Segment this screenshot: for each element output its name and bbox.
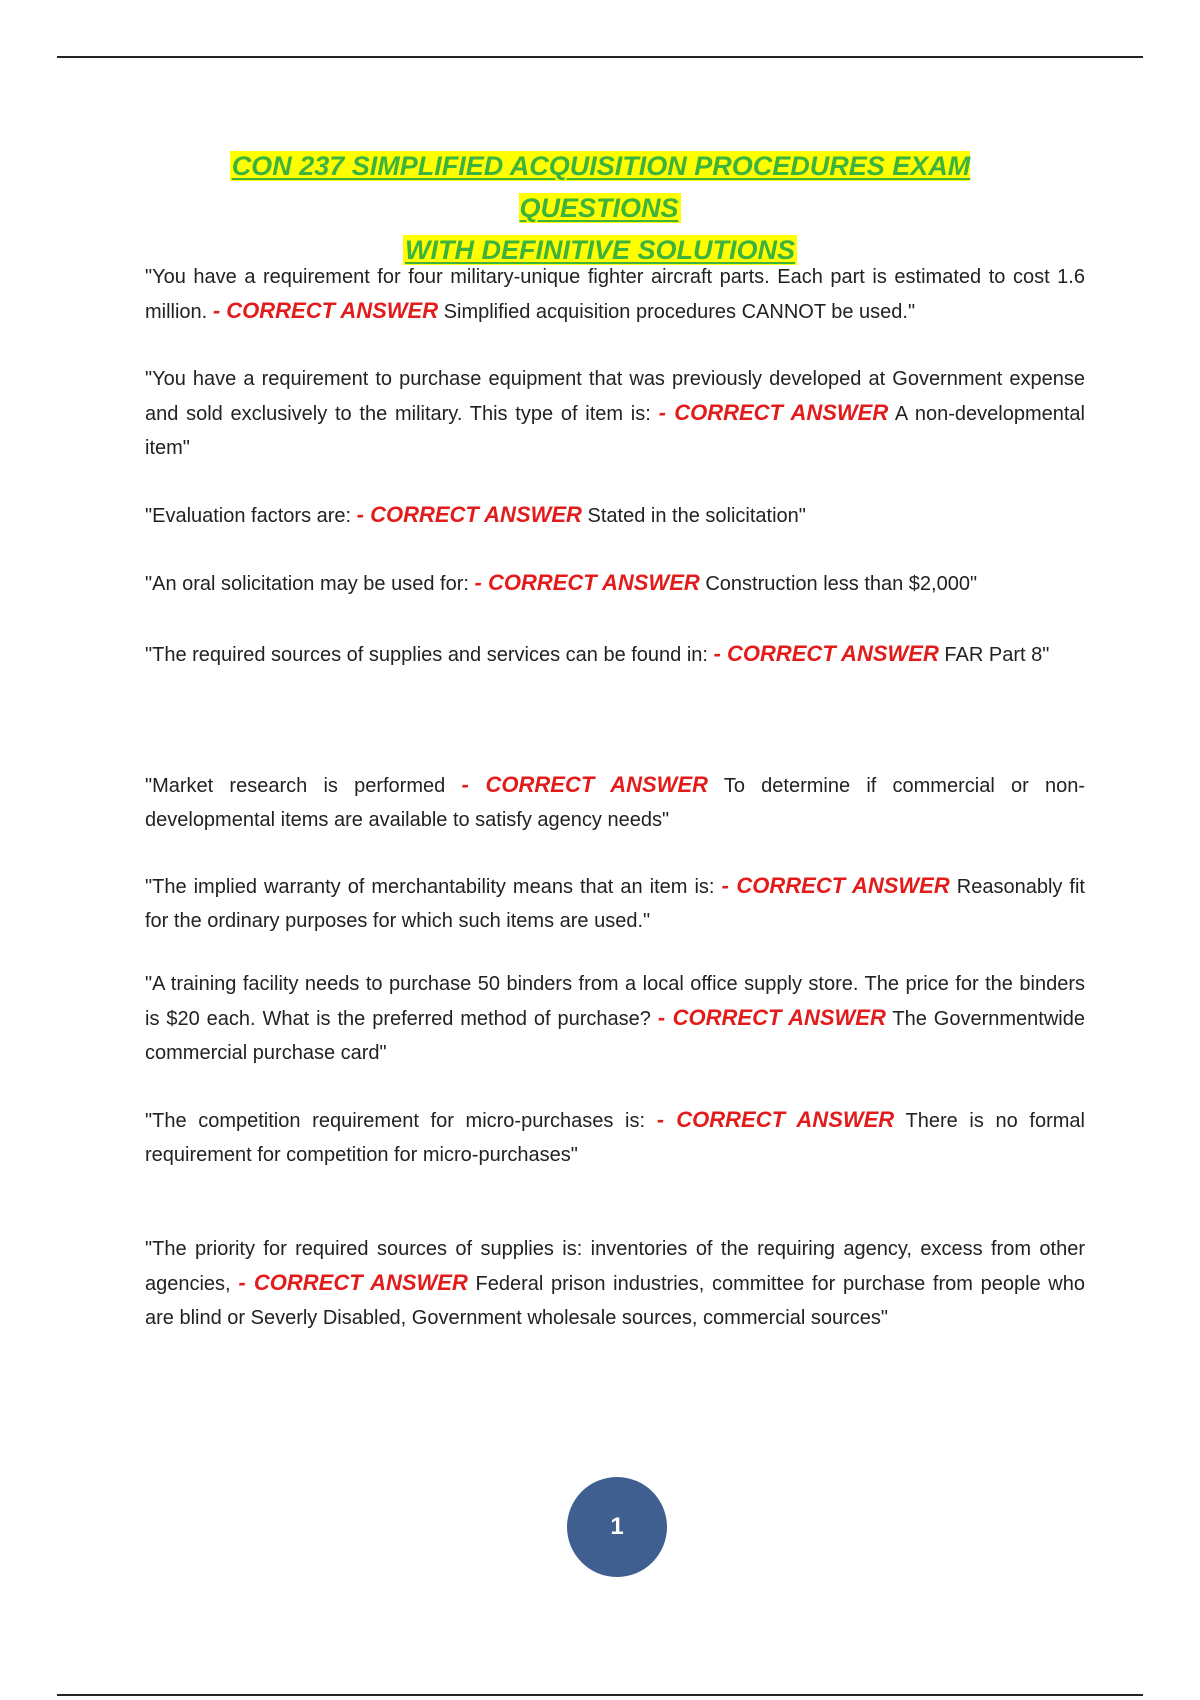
title-line-2: WITH DEFINITIVE SOLUTIONS xyxy=(405,235,795,265)
qa-item-10 xyxy=(145,1232,1085,1335)
page-number: 1 xyxy=(610,1513,624,1540)
answer-text: Simplified acquisition procedures CANNOT be used." xyxy=(443,301,916,323)
correct-answer-label: - CORRECT ANSWER xyxy=(721,873,950,898)
answer-text: FAR Part 8" xyxy=(944,644,1050,666)
bottom-divider xyxy=(57,1694,1143,1696)
question-text: "The priority for required sources of supplies is: inventories of the requiring agency, excess from other agencies, xyxy=(145,1238,1085,1295)
answer-text: Federal prison industries, committee for purchase from people who are blind or Severly Disabled, Government wholesale sources, commercial sources" xyxy=(145,1273,1085,1329)
answer-text: There is no formal requirement for competition for micro-purchases" xyxy=(145,1110,1086,1166)
qa-item-4 xyxy=(145,566,1085,601)
answer-text: Stated in the solicitation" xyxy=(587,505,806,527)
correct-answer-label: - CORRECT ANSWER xyxy=(658,400,889,425)
question-text: "You have a requirement to purchase equipment that was previously developed at Government expense and sold exclusively to the military. This type of item is: xyxy=(145,368,1085,425)
question-text: "The required sources of supplies and services can be found in: xyxy=(145,644,708,666)
answer-text: To determine if commercial or non-developmental items are available to satisfy agency needs" xyxy=(145,775,1085,831)
correct-answer-label: - CORRECT ANSWER xyxy=(474,570,700,595)
qa-item-5 xyxy=(145,637,1085,672)
qa-item-1 xyxy=(145,260,1085,329)
answer-text: A non-developmental item" xyxy=(145,403,1085,459)
qa-item-6 xyxy=(145,768,1085,837)
question-text: "A training facility needs to purchase 50 binders from a local office supply store. The price for the binders is $20 each. What is the preferred method of purchase? xyxy=(145,973,1085,1030)
title-line-1: CON 237 SIMPLIFIED ACQUISITION PROCEDURES EXAM QUESTIONS xyxy=(231,151,971,223)
correct-answer-label: - CORRECT ANSWER xyxy=(656,1107,895,1132)
question-text: "The competition requirement for micro-purchases is: xyxy=(145,1110,646,1132)
correct-answer-label: - CORRECT ANSWER xyxy=(461,772,709,797)
question-text: "Evaluation factors are: xyxy=(145,505,352,527)
page-number-badge xyxy=(567,1477,667,1577)
correct-answer-label: - CORRECT ANSWER xyxy=(212,298,439,323)
correct-answer-label: - CORRECT ANSWER xyxy=(657,1005,886,1030)
answer-text: Construction less than $2,000" xyxy=(705,573,978,595)
qa-item-2 xyxy=(145,362,1085,465)
document-title xyxy=(150,145,1050,271)
qa-item-3 xyxy=(145,498,1085,533)
correct-answer-label: - CORRECT ANSWER xyxy=(713,641,939,666)
question-text: "Market research is performed xyxy=(145,775,446,797)
qa-item-9 xyxy=(145,1103,1085,1172)
answer-text: Reasonably fit for the ordinary purposes for which such items are used." xyxy=(145,876,1085,932)
top-divider xyxy=(57,56,1143,58)
question-text: "You have a requirement for four military-unique fighter aircraft parts. Each part is estimated to cost 1.6 million. xyxy=(145,266,1085,323)
question-text: "An oral solicitation may be used for: xyxy=(145,573,469,595)
correct-answer-label: - CORRECT ANSWER xyxy=(238,1270,468,1295)
qa-item-8 xyxy=(145,967,1085,1070)
qa-item-7 xyxy=(145,869,1085,938)
question-text: "The implied warranty of merchantability means that an item is: xyxy=(145,876,715,898)
answer-text: The Governmentwide commercial purchase card" xyxy=(145,1008,1085,1064)
correct-answer-label: - CORRECT ANSWER xyxy=(356,502,582,527)
